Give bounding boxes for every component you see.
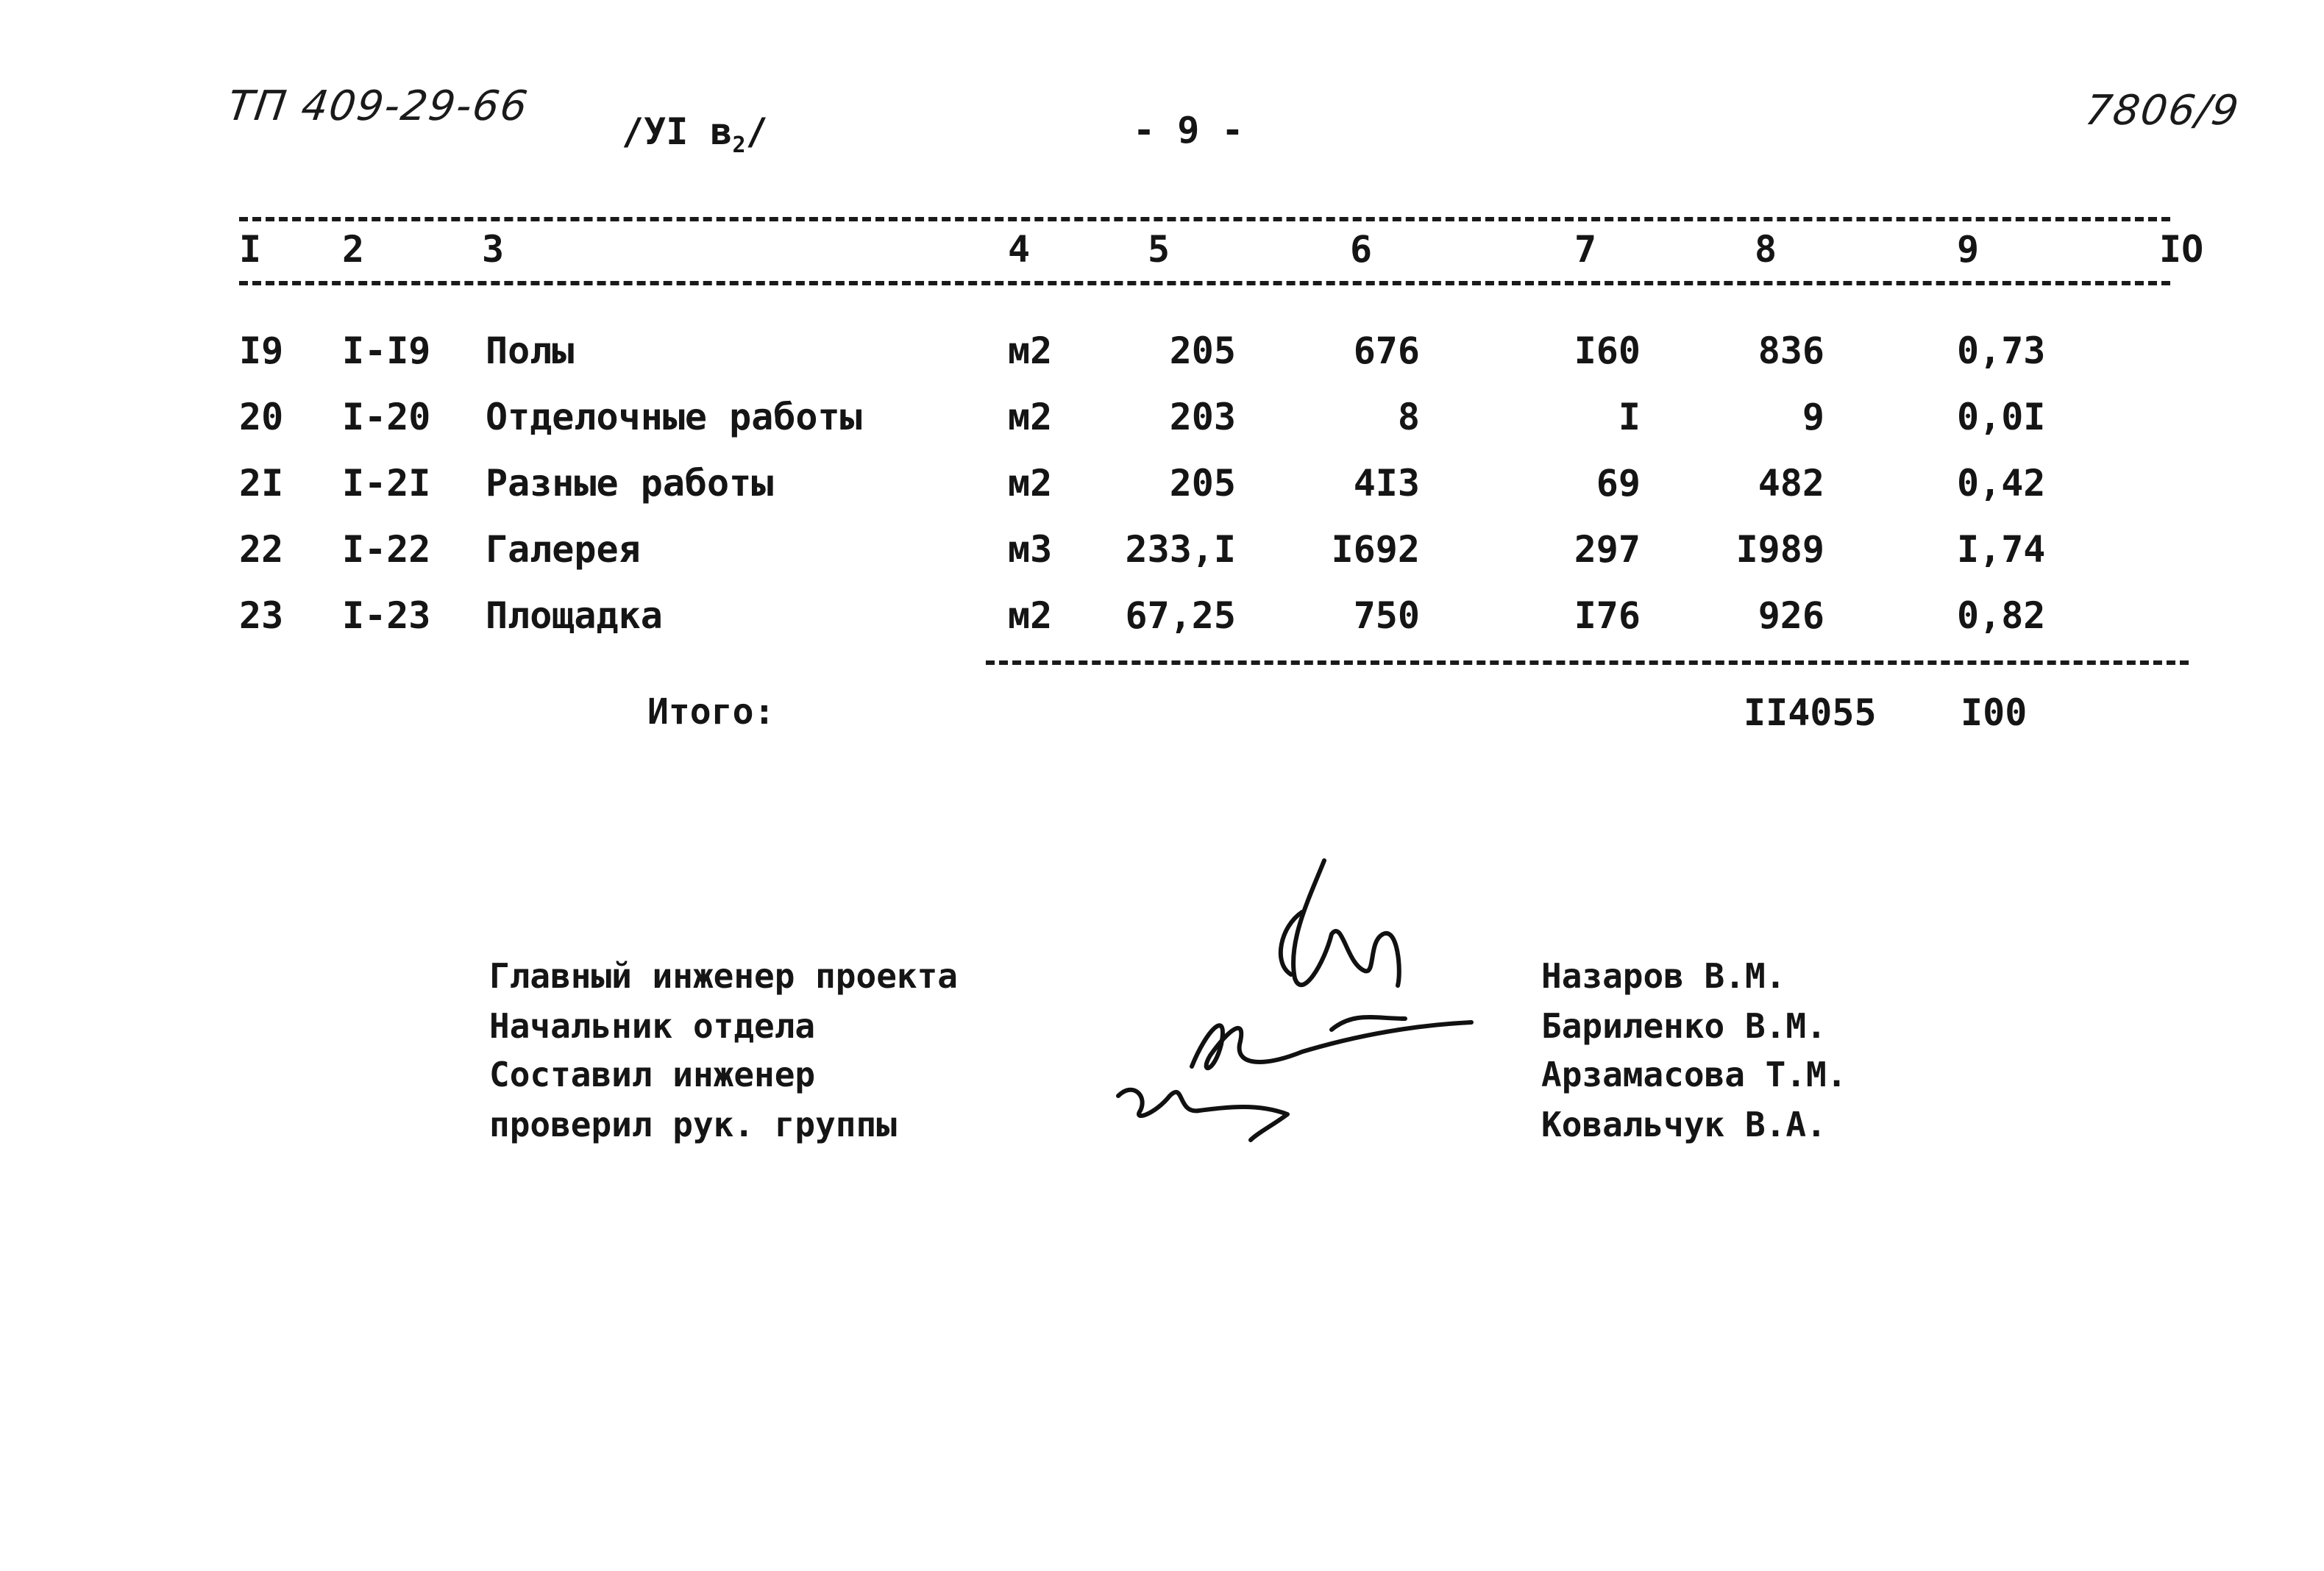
- row-name: Разные работы: [486, 462, 774, 505]
- row-code: I-20: [342, 396, 431, 438]
- row-code: I-23: [342, 594, 431, 637]
- row-number: 22: [239, 528, 284, 571]
- row-unit: м2: [1008, 329, 1053, 372]
- row-col9: 0,73: [1957, 329, 2046, 372]
- total-col9: I00: [1961, 691, 2028, 734]
- col-num-7: 7: [1574, 228, 1597, 271]
- volume-text: /УI в: [622, 110, 733, 153]
- row-col6: I692: [1331, 528, 1420, 571]
- row-quantity: 233,I: [1125, 528, 1236, 571]
- signoff-name: Бариленко В.М.: [1541, 1006, 1827, 1046]
- signoff-name: Арзамасова Т.М.: [1541, 1055, 1847, 1094]
- row-col8: I989: [1735, 528, 1824, 571]
- col-num-2: 2: [342, 228, 365, 271]
- row-name: Площадка: [486, 594, 663, 637]
- row-col7: I: [1618, 396, 1641, 438]
- row-code: I-I9: [342, 329, 431, 372]
- row-quantity: 205: [1169, 462, 1236, 505]
- row-col9: 0,0I: [1957, 396, 2046, 438]
- col-num-3: 3: [482, 228, 505, 271]
- document-code: ТП 409-29-66: [224, 82, 532, 130]
- row-number: I9: [239, 329, 284, 372]
- row-col6: 8: [1397, 396, 1420, 438]
- signoff-role: Начальник отдела: [489, 1006, 816, 1046]
- signoff-name: Назаров В.М.: [1541, 956, 1786, 996]
- row-unit: м3: [1008, 528, 1053, 571]
- table-header-rule: [239, 281, 2170, 285]
- row-col7: I60: [1574, 329, 1641, 372]
- col-num-6: 6: [1350, 228, 1373, 271]
- reference-number: 7806/9: [2082, 87, 2243, 135]
- signoff-role: Главный инженер проекта: [489, 956, 958, 996]
- sum-rule: [986, 660, 2189, 665]
- signature-1: [1293, 861, 1399, 986]
- row-col7: 297: [1574, 528, 1641, 571]
- col-num-4: 4: [1008, 228, 1031, 271]
- signoff-role: проверил рук. группы: [489, 1105, 897, 1144]
- row-col8: 836: [1758, 329, 1824, 372]
- signoff-role: Составил инженер: [489, 1055, 816, 1094]
- row-col6: 4I3: [1353, 462, 1420, 505]
- row-col7: I76: [1574, 594, 1641, 637]
- row-col8: 926: [1758, 594, 1824, 637]
- row-code: I-22: [342, 528, 431, 571]
- row-col9: I,74: [1957, 528, 2046, 571]
- total-label: Итого:: [647, 691, 775, 733]
- row-col8: 482: [1758, 462, 1824, 505]
- col-num-1: I: [239, 228, 262, 271]
- row-col9: 0,82: [1957, 594, 2046, 637]
- row-unit: м2: [1008, 396, 1053, 438]
- row-name: Полы: [486, 329, 575, 372]
- total-col8: II4055: [1744, 691, 1877, 734]
- row-unit: м2: [1008, 594, 1053, 637]
- row-name: Галерея: [486, 528, 641, 571]
- row-number: 20: [239, 396, 284, 438]
- row-quantity: 67,25: [1125, 594, 1236, 637]
- signoff-name: Ковальчук В.А.: [1541, 1105, 1827, 1144]
- volume-end: /: [745, 110, 768, 153]
- handwritten-signatures: [1089, 853, 1501, 1162]
- row-col7: 69: [1596, 462, 1641, 505]
- row-col6: 750: [1353, 594, 1420, 637]
- row-quantity: 205: [1169, 329, 1236, 372]
- row-code: I-2I: [342, 462, 431, 505]
- signature-3: [1118, 1090, 1287, 1140]
- row-number: 2I: [239, 462, 284, 505]
- col-num-8: 8: [1755, 228, 1777, 271]
- volume-label: [622, 110, 768, 158]
- row-col9: 0,42: [1957, 462, 2046, 505]
- signature-2-stroke: [1332, 1017, 1405, 1030]
- table-top-rule: [239, 217, 2170, 221]
- row-col8: 9: [1802, 396, 1824, 438]
- row-unit: м2: [1008, 462, 1053, 505]
- page-number: - 9 -: [1133, 109, 1244, 152]
- row-name: Отделочные работы: [486, 396, 862, 438]
- volume-subscript: 2: [732, 132, 746, 158]
- col-num-5: 5: [1148, 228, 1170, 271]
- row-quantity: 203: [1169, 396, 1236, 438]
- col-num-9: 9: [1957, 228, 1980, 271]
- col-num-10: IO: [2159, 228, 2204, 271]
- row-col6: 676: [1353, 329, 1420, 372]
- row-number: 23: [239, 594, 284, 637]
